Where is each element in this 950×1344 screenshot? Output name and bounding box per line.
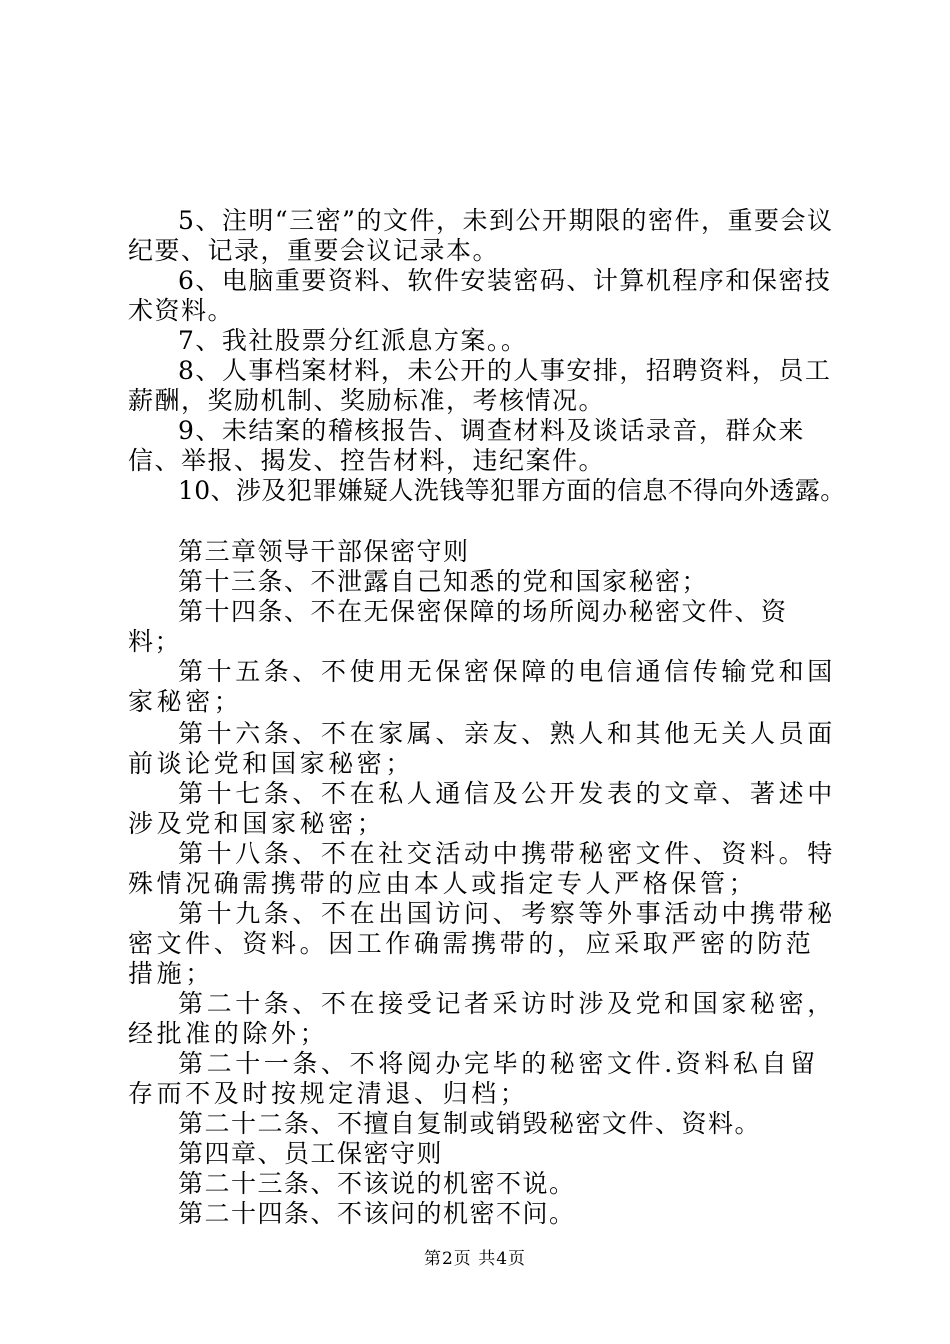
article-23: 第二十三条、不该说的机密不说。	[178, 1169, 576, 1198]
article-18: 第十八条、不在社交活动中携带秘密文件、资料。特殊情况确需携带的应由本人或指定专人严格保管；	[128, 839, 836, 898]
article-16: 第十六条、不在家属、亲友、熟人和其他无关人员面前谈论党和国家秘密；	[128, 719, 836, 778]
article-13: 第十三条、不泄露自己知悉的党和国家秘密；	[178, 567, 709, 596]
article-22: 第二十二条、不擅自复制或销毁秘密文件、资料。	[178, 1109, 762, 1138]
chapter-4-heading: 第四章、员工保密守则	[178, 1139, 444, 1168]
paragraph-item-8: 8、人事档案材料，未公开的人事安排，招聘资料，员工薪酬，奖励机制、奖励标准，考核情况。	[128, 356, 832, 415]
paragraph-item-7: 7、我社股票分红派息方案。。	[178, 326, 528, 355]
article-14: 第十四条、不在无保密保障的场所阅办秘密文件、资料；	[128, 597, 788, 656]
article-17: 第十七条、不在私人通信及公开发表的文章、著述中涉及党和国家秘密；	[128, 779, 836, 838]
paragraph-item-10: 10、涉及犯罪嫌疑人洗钱等犯罪方面的信息不得向外透露。	[178, 476, 846, 505]
article-24: 第二十四条、不该问的机密不问。	[178, 1199, 576, 1228]
page-number-footer: 第2页 共4页	[423, 1249, 527, 1269]
article-19: 第十九条、不在出国访问、考察等外事活动中携带秘密文件、资料。因工作确需携带的，应采取严密的防范措施；	[128, 899, 836, 988]
article-20: 第二十条、不在接受记者采访时涉及党和国家秘密，经批准的除外；	[128, 989, 836, 1048]
paragraph-item-6: 6、电脑重要资料、软件安装密码、计算机程序和保密技术资料。	[128, 266, 832, 325]
chapter-3-heading: 第三章领导干部保密守则	[178, 537, 470, 566]
paragraph-item-9: 9、未结案的稽核报告、调查材料及谈话录音，群众来信、举报、揭发、控告材料，违纪案件。	[128, 416, 805, 475]
paragraph-item-5: 5、注明“三密”的文件，未到公开期限的密件，重要会议纪要、记录，重要会议记录本。	[128, 206, 834, 265]
document-body	[128, 206, 846, 1229]
article-15: 第十五条、不使用无保密保障的电信通信传输党和国家秘密；	[128, 657, 836, 716]
article-21: 第二十一条、不将阅办完毕的秘密文件.资料私自留存而不及时按规定清退、归档；	[128, 1049, 819, 1108]
